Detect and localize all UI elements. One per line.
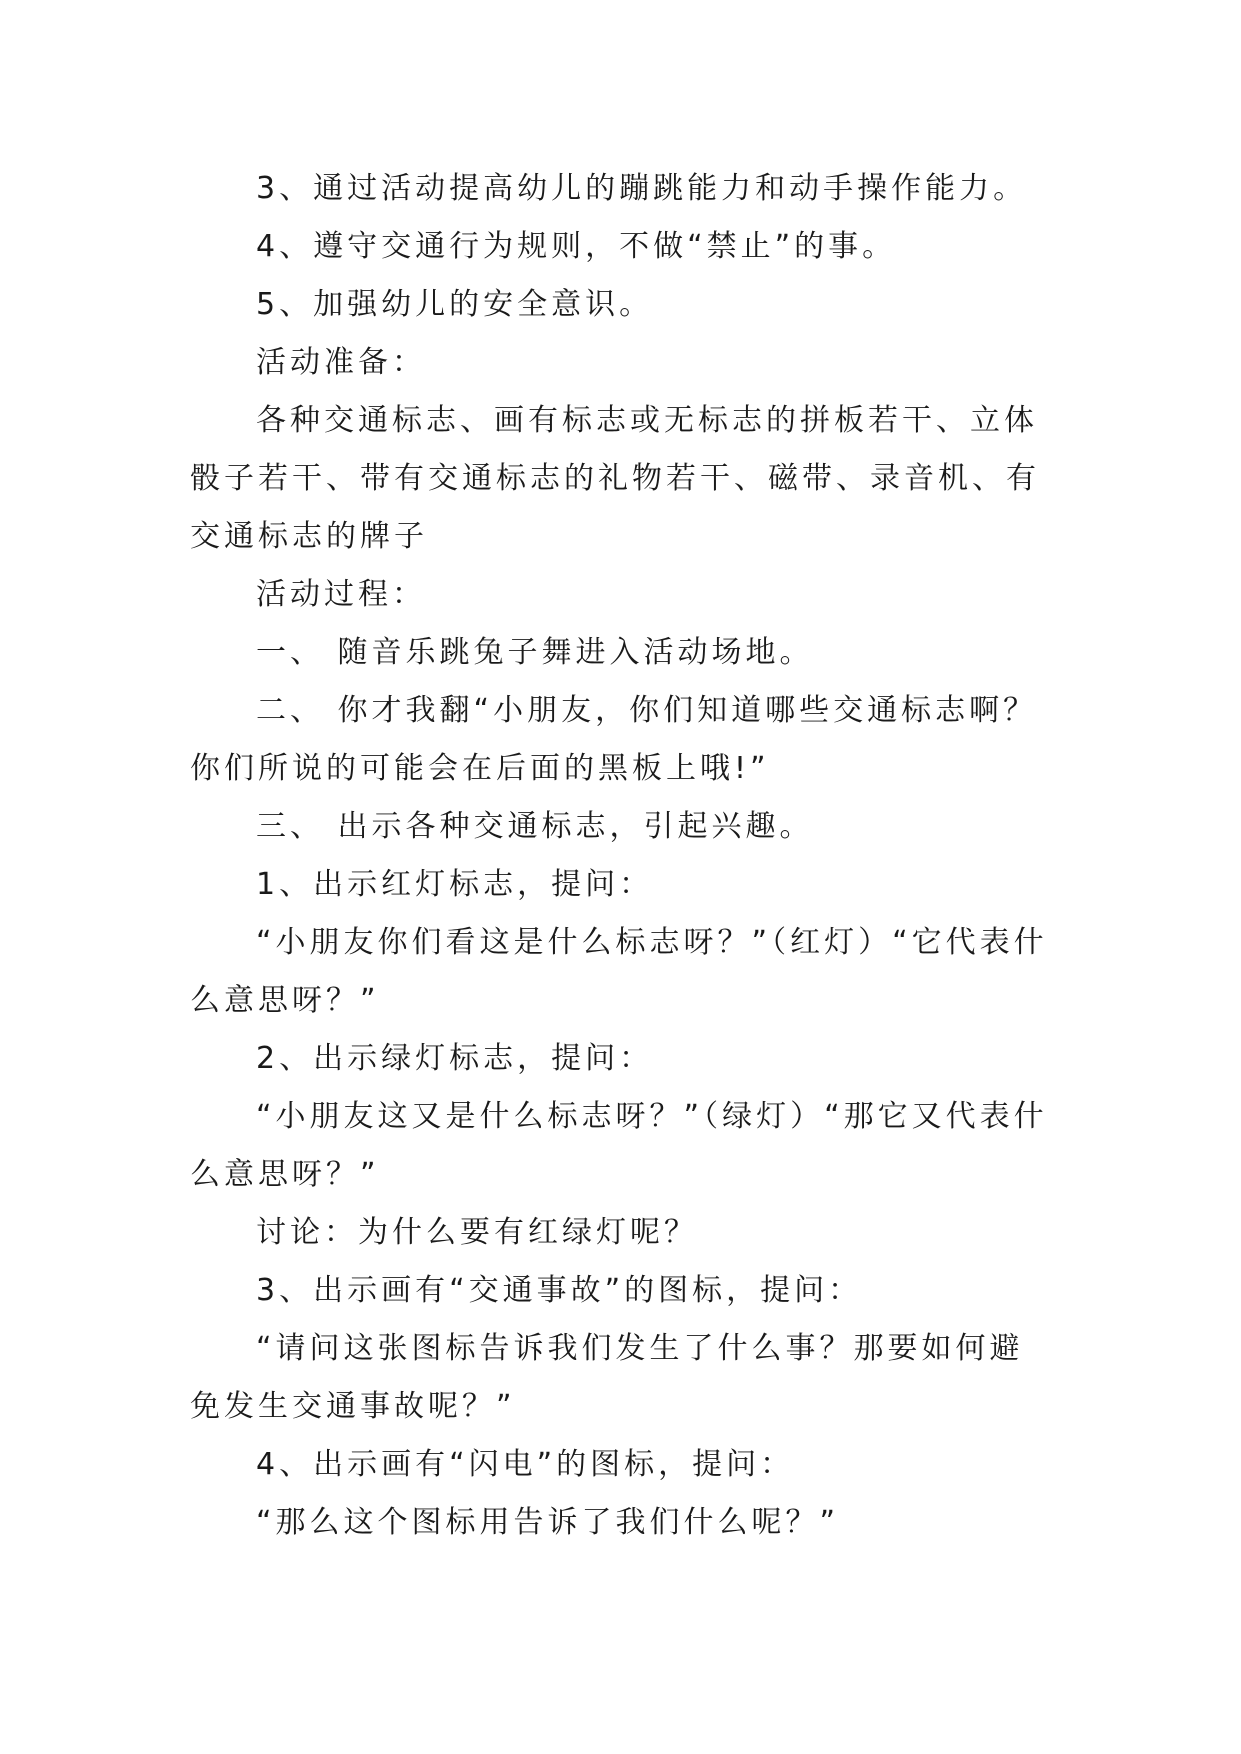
paragraph-lightning-icon: 4、出示画有“闪电”的图标，提问： — [256, 1447, 795, 1482]
paragraph-preparation: 各种交通标志、画有标志或无标志的拼板若干、立体骰子若干、带有交通标志的礼物若干、磁带、录音机、有交通标志的牌子 — [190, 403, 1040, 554]
paragraph-goal-5: 5、加强幼儿的安全意识。 — [256, 287, 654, 322]
paragraph-goal-4: 4、遵守交通行为规则，不做“禁止”的事。 — [256, 229, 897, 264]
paragraph-step-2: 二、 你才我翻“小朋友，你们知道哪些交通标志啊？你们所说的可能会在后面的黑板上哦!” — [190, 693, 1038, 786]
paragraph-red-light-question: “小朋友你们看这是什么标志呀？”（红灯）“它代表什么意思呀？” — [190, 925, 1048, 1018]
paragraph-accident-icon: 3、出示画有“交通事故”的图标，提问： — [256, 1273, 863, 1308]
paragraph-green-light-question: “小朋友这又是什么标志呀？”（绿灯）“那它又代表什么意思呀？” — [190, 1099, 1048, 1192]
paragraph-discussion: 讨论：为什么要有红绿灯呢？ — [256, 1215, 698, 1250]
document-body — [190, 160, 1050, 1552]
paragraph-lightning-question: “那么这个图标用告诉了我们什么呢？” — [256, 1505, 840, 1540]
paragraph-red-light: 1、出示红灯标志，提问： — [256, 867, 654, 902]
section-heading-process: 活动过程： — [256, 577, 426, 612]
section-heading-preparation: 活动准备： — [256, 345, 426, 380]
paragraph-step-3: 三、 出示各种交通标志，引起兴趣。 — [256, 809, 814, 844]
paragraph-accident-question: “请问这张图标告诉我们发生了什么事？那要如何避免发生交通事故呢？” — [190, 1331, 1024, 1424]
paragraph-goal-3: 3、通过活动提高幼儿的蹦跳能力和动手操作能力。 — [256, 171, 1028, 206]
paragraph-step-1: 一、 随音乐跳兔子舞进入活动场地。 — [256, 635, 814, 670]
paragraph-green-light: 2、出示绿灯标志，提问： — [256, 1041, 654, 1076]
